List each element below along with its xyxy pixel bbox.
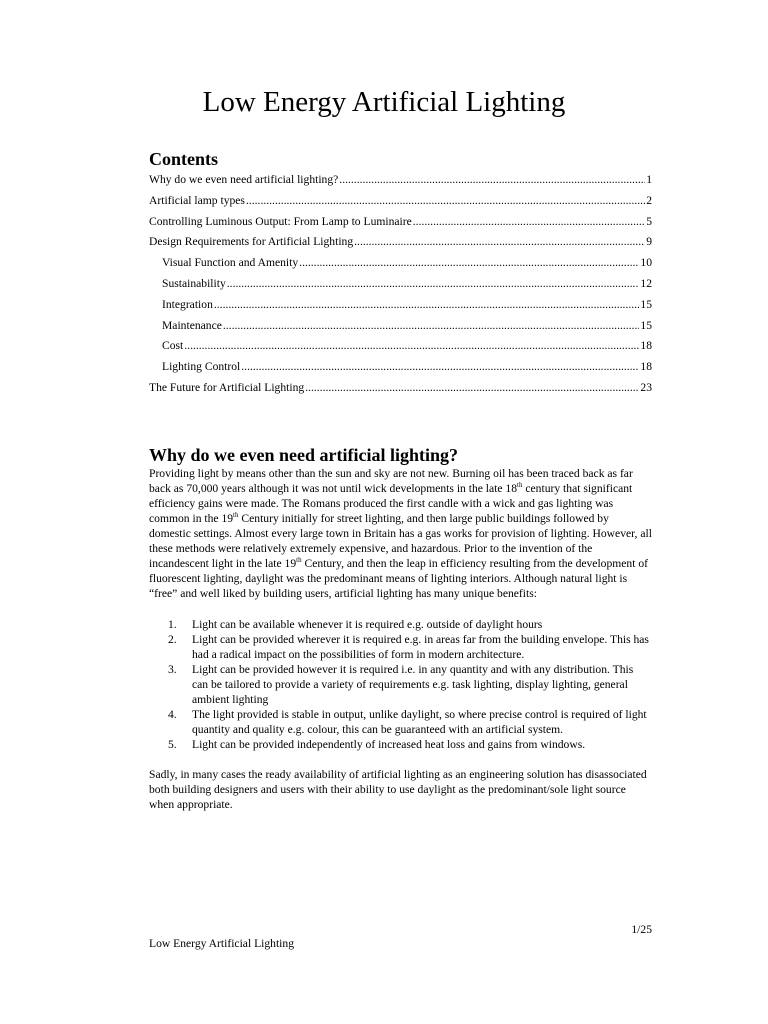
list-item (149, 707, 653, 737)
toc-item-label: The Future for Artificial Lighting (149, 380, 305, 394)
toc-item-label: Maintenance (162, 318, 222, 332)
list-item (149, 662, 653, 707)
superscript: th (517, 481, 523, 489)
toc-item-label: Cost (162, 339, 184, 353)
benefits-list (149, 617, 653, 752)
toc-item-page: 1 (646, 173, 652, 186)
toc-item-label: Controlling Luminous Output: From Lamp to Luminaire (149, 214, 412, 228)
intro-text: century that significant efficiency gains were made. The Romans produced the first candle with a wick and gas lighting was common in the 19 (149, 482, 633, 525)
toc-item-label: Integration (162, 297, 213, 311)
list-text: Light can be provided however it is required i.e. in any quantity and with any distribution. This can be tailored to provide a variety of requirements e.g. task lighting, display lighting, general ambient lighting (192, 663, 634, 706)
list-number: 5. (168, 738, 177, 751)
toc-item-page: 18 (640, 339, 652, 353)
toc-item-page: 5 (646, 214, 652, 228)
list-text: Light can be available whenever it is required e.g. outside of daylight hours (192, 618, 543, 631)
list-text: Light can be provided wherever it is required e.g. in areas far from the building envelope. This has had a radical impact on the possibilities of form in modern architecture. (192, 633, 649, 661)
toc-item-controlling-luminous-output[interactable] (149, 214, 652, 235)
toc-leader-dots (184, 338, 639, 353)
toc-item-label: Visual Function and Amenity (162, 256, 299, 270)
list-text: The light provided is stable in output, unlike daylight, so where precise control is required of light quantity and quality e.g. colour, this can be guaranteed with an artificial system. (192, 708, 647, 736)
toc-leader-dots (354, 234, 645, 249)
toc-item-label: Artificial lamp types (149, 193, 245, 207)
toc-item-label: Why do we even need artificial lighting? (149, 173, 339, 186)
toc-item-page: 18 (640, 360, 652, 374)
toc-item-page: 10 (640, 256, 652, 270)
toc-item-page: 9 (646, 235, 652, 249)
toc-leader-dots (339, 172, 645, 187)
toc-item-maintenance[interactable] (149, 318, 652, 339)
list-number: 4. (168, 708, 177, 721)
page-number: 1/25 (631, 923, 652, 936)
toc-item-label: Design Requirements for Artificial Lighting (149, 235, 354, 249)
closing-paragraph: Sadly, in many cases the ready availability of artificial lighting as an engineering solution has disassociated both building designers and users with their ability to use daylight as the predominant/sole light source when appropriate. (149, 768, 647, 811)
toc-leader-dots (223, 318, 640, 333)
list-number: 3. (168, 663, 177, 676)
toc-item-future[interactable] (149, 380, 652, 401)
list-text: Light can be provided independently of increased heat loss and gains from windows. (192, 738, 586, 751)
intro-paragraph (149, 466, 653, 601)
toc-item-page: 15 (640, 318, 652, 332)
list-number: 1. (168, 618, 177, 631)
footer-text: Low Energy Artificial Lighting (149, 937, 295, 950)
toc-item-cost[interactable] (149, 338, 652, 359)
toc-item-page: 15 (640, 297, 652, 311)
toc-leader-dots (299, 255, 639, 270)
superscript: th (233, 511, 239, 519)
toc-item-sustainability[interactable] (149, 276, 652, 297)
superscript: th (296, 556, 302, 564)
list-number: 2. (168, 633, 177, 646)
toc-item-design-requirements[interactable] (149, 234, 652, 255)
list-item (149, 737, 653, 752)
toc-leader-dots (246, 193, 645, 208)
section-heading: Why do we even need artificial lighting? (149, 445, 458, 465)
toc-leader-dots (214, 297, 640, 312)
table-of-contents (149, 172, 652, 401)
toc-item-visual-function[interactable] (149, 255, 652, 276)
toc-leader-dots (241, 359, 639, 374)
toc-item-page: 2 (646, 193, 652, 207)
toc-item-page: 12 (640, 276, 652, 290)
intro-text: Century initially for street lighting, and then large public buildings followed by domestic settings. Almost every large town in Britain has a gas works for provision of lighting. However, all these methods were relatively extremely expensive, and hazardous. Prior to the invention of the incandescent light in the late 19 (149, 512, 652, 570)
toc-item-lighting-control[interactable] (149, 359, 652, 380)
toc-item-lamp-types[interactable] (149, 193, 652, 214)
list-item (149, 632, 653, 662)
toc-item-integration[interactable] (149, 297, 652, 318)
document-title: Low Energy Artificial Lighting (202, 86, 566, 118)
toc-item-why-need-lighting[interactable] (149, 172, 652, 193)
toc-leader-dots (413, 214, 645, 229)
toc-item-label: Sustainability (162, 276, 226, 290)
toc-item-label: Lighting Control (162, 360, 241, 374)
toc-leader-dots (227, 276, 640, 291)
toc-leader-dots (305, 380, 639, 395)
contents-heading: Contents (149, 149, 219, 169)
intro-text: Providing light by means other than the sun and sky are not new. Burning oil has been traced back as far back as 70,000 years although it was not until wick developments in the late 18 (149, 467, 633, 495)
toc-item-page: 23 (640, 380, 652, 394)
intro-text: Century, and then the leap in efficiency resulting from the development of fluorescent lighting, daylight was the predominant means of lighting interiors. Although natural light is “free” and well liked by building users, artificial lighting has many unique benefits: (149, 557, 649, 600)
section-body (149, 466, 653, 812)
list-item (149, 617, 653, 632)
